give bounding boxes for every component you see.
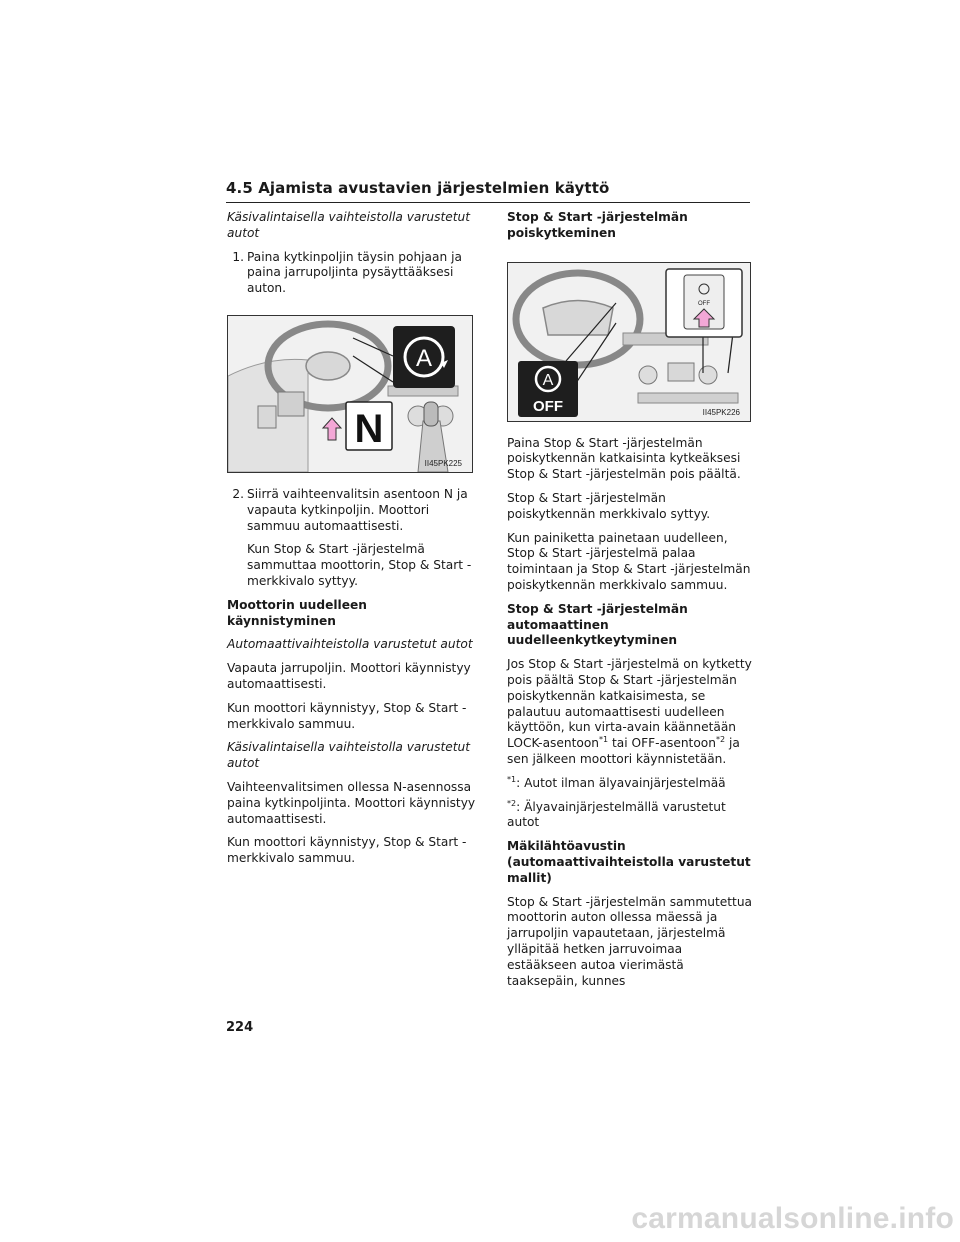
watermark: carmanualsonline.info (631, 1202, 954, 1235)
auto-text-1: Vapauta jarrupoljin. Moottori käynnistyy automaattisesti. (227, 661, 471, 691)
manual-text-2: Kun moottori käynnistyy, Stop & Start -merkkivalo sammuu. (227, 835, 467, 866)
footnote-1 (507, 776, 753, 792)
dashboard-illustration (508, 263, 750, 421)
footnote-mark-1: *1 (507, 774, 517, 784)
reactivate-text (507, 657, 753, 768)
gear-letter: N (354, 406, 384, 451)
step-number: 1. (232, 249, 244, 264)
hill-start-text: Stop & Start -järjestelmän sammutettua moottorin auton ollessa mäessä ja jarrupoljin vapautetaan, järjestelmä ylläpitää hetken jarruvoimaa estääkseen autoa vierimästä taaksepäin, kunnes (507, 894, 753, 988)
step-1 (227, 250, 477, 297)
manual-transmission-label-2: Käsivalintaisella vaihteistolla varustetut autot (227, 740, 471, 771)
footnote-2 (507, 800, 753, 832)
figure-shift-to-neutral (227, 315, 473, 473)
disable-text-3: Kun painiketta painetaan uudelleen, Stop & Start -järjestelmä palaa toimintaan ja Stop & Start -järjestelmän poiskytkennän merkkivalo sammuu. (507, 530, 751, 592)
section-header (226, 178, 750, 203)
figure-code: II45PK225 (424, 458, 462, 468)
footnote-text-1: : Autot ilman älyavainjärjestelmää (516, 775, 726, 790)
automatic-transmission-label: Automaattivaihteistolla varustetut autot (227, 637, 473, 652)
step-2 (227, 487, 477, 534)
figure-code: II45PK226 (702, 407, 740, 417)
footnote-ref-2: *2 (715, 735, 726, 745)
button-off-text: OFF (698, 300, 710, 307)
manual-text-1: Vaihteenvalitsimen ollessa N-asennossa paina kytkinpoljinta. Moottori käynnistyy automaattisesti. (227, 779, 476, 826)
disable-text-2: Stop & Start -järjestelmän poiskytkennän merkkivalo syttyy. (507, 490, 711, 521)
manual-transmission-label: Käsivalintaisella vaihteistolla varustetut autot (227, 210, 471, 240)
reactivate-heading: Stop & Start -järjestelmän automaattinen uudelleenkytkeytyminen (507, 601, 688, 648)
step-2-note: Kun Stop & Start -järjestelmä sammuttaa moottorin, Stop & Start -merkkivalo syttyy. (247, 542, 472, 588)
right-column (507, 210, 753, 997)
svg-text:A: A (542, 371, 554, 389)
left-column (227, 210, 477, 875)
dashboard-illustration (228, 316, 472, 472)
disable-heading: Stop & Start -järjestelmän poiskytkeminen (507, 210, 688, 240)
auto-text-2: Kun moottori käynnistyy, Stop & Start -merkkivalo sammuu. (227, 700, 467, 731)
off-label: OFF (533, 397, 563, 415)
reactivate-text-c: ja sen jälkeen moottori käynnistetään. (507, 736, 740, 766)
section-title: 4.5 Ajamista avustavien järjestelmien käyttö (226, 179, 610, 197)
footnote-text-2: : Älyavainjärjestelmällä varustetut autot (507, 799, 726, 830)
step-text: Siirrä vaihteenvalitsin asentoon N ja vapauta kytkinpoljin. Moottori sammuu automaattisesti. (247, 486, 468, 533)
reactivate-text-b: tai OFF-asentoon (608, 736, 716, 751)
reactivate-text-a: Jos Stop & Start -järjestelmä on kytketty pois päältä Stop & Start -järjestelmän poiskytkennän katkaisimesta, se palautuu automaattisesti uudelleen käyttöön, kun virta-avain käännetään LOCK-asentoon (507, 657, 752, 751)
figure-stop-start-off-switch (507, 262, 751, 422)
step-number: 2. (232, 486, 244, 501)
restart-heading: Moottorin uudelleen käynnistyminen (227, 597, 367, 628)
page-number: 224 (226, 1020, 254, 1035)
hill-start-heading: Mäkilähtöavustin (automaattivaihteistolla varustetut mallit) (507, 839, 751, 885)
disable-text-1: Paina Stop & Start -järjestelmän poiskytkennän katkaisinta kytkeäksesi Stop & Start -järjestelmän pois päältä. (507, 435, 741, 482)
svg-text:A: A (415, 344, 433, 372)
footnote-mark-2: *2 (507, 798, 517, 808)
step-text: Paina kytkinpoljin täysin pohjaan ja paina jarrupoljinta pysäyttääksesi auton. (247, 249, 462, 296)
footnote-ref-1: *1 (599, 735, 609, 745)
